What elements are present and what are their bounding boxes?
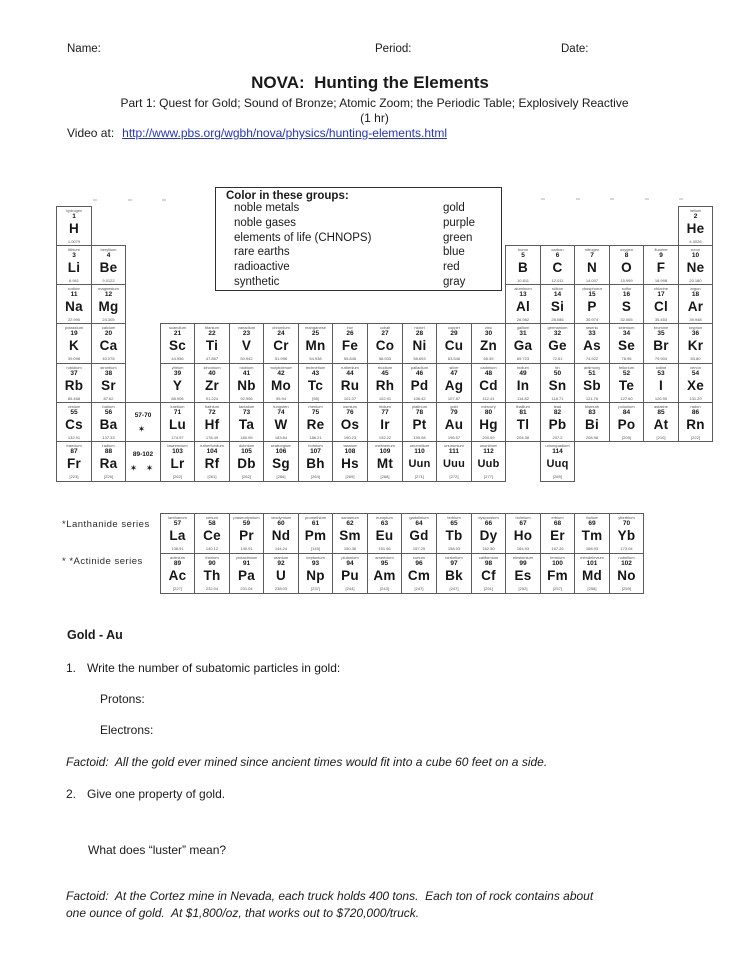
legend-item-color: blue — [443, 246, 465, 259]
element-Bk: berkelium 97 Bk [247] — [436, 553, 472, 594]
element-Pa: protactinium 91 Pa 231.04 — [229, 553, 264, 594]
element-Mg: magnesium 12 Mg 24.305 — [91, 284, 126, 324]
element-C: carbon 6 C 12.011 — [540, 245, 575, 285]
element-Br: bromine 35 Br 79.904 — [643, 323, 679, 364]
legend-item-color: red — [443, 261, 460, 274]
video-line — [67, 126, 447, 140]
electrons-label: Electrons: — [100, 723, 154, 737]
element-Am: americium 95 Am [243] — [367, 553, 402, 594]
question-2-sub-luster: What does “luster” mean? — [88, 843, 227, 857]
element-Rn: radon 86 Rn [222] — [678, 402, 713, 442]
legend-item-group: radioactive — [234, 261, 290, 274]
element-Tb: terbium 65 Tb 158.93 — [436, 513, 472, 554]
element-Yb: ytterbium 70 Yb 173.04 — [609, 513, 644, 554]
element-Be: beryllium 4 Be 9.0122 — [91, 245, 126, 285]
element-Hf: hafnium 72 Hf 178.49 — [194, 402, 230, 442]
element-Tl: thallium 81 Tl 204.38 — [505, 402, 541, 442]
element-Nd: neodymium 60 Nd 144.24 — [263, 513, 299, 554]
element-Tc: technetium 43 Tc [98] — [298, 363, 333, 403]
question-1-text: Write the number of subatomic particles in gold: — [87, 661, 341, 675]
element-Bi: bismuth 83 Bi 208.98 — [574, 402, 610, 442]
legend-item — [216, 246, 501, 261]
legend-title: Color in these groups: — [226, 190, 349, 202]
element-Eu: europium 63 Eu 151.96 — [367, 513, 402, 554]
element-Rb: rubidium 37 Rb 85.468 — [56, 363, 92, 403]
element-Sr: strontium 38 Sr 87.62 — [91, 363, 126, 403]
element-Mn: manganese 25 Mn 54.938 — [298, 323, 333, 364]
element-Na: sodium 11 Na 22.990 — [56, 284, 92, 324]
question-1-number: 1. — [66, 661, 77, 675]
element-Sg: seaborgium 106 Sg [266] — [263, 441, 299, 482]
element-Re: rhenium 75 Re 186.21 — [298, 402, 333, 442]
element-Ce: cerium 58 Ce 140.12 — [194, 513, 230, 554]
element-Ne: neon 10 Ne 20.180 — [678, 245, 713, 285]
element-Ra: radium 88 Ra [226] — [91, 441, 126, 482]
element-V: vanadium 23 V 50.942 — [229, 323, 264, 364]
element-K: potassium 19 K 39.098 — [56, 323, 92, 364]
legend-item-group: synthetic — [234, 276, 280, 288]
legend-item-group: noble metals — [234, 202, 300, 214]
element-Tm: thulium 69 Tm 168.93 — [574, 513, 610, 554]
question-2-text: Give one property of gold. — [87, 787, 226, 801]
lanthanide-series-label: *Lanthanide series — [62, 519, 150, 530]
element-Pm: promethium 61 Pm [145] — [298, 513, 333, 554]
legend-item — [216, 217, 501, 232]
duration-note: (1 hr) — [360, 111, 389, 125]
legend-item-group: elements of life (CHNOPS) — [234, 231, 372, 244]
video-url-link[interactable]: http://www.pbs.org/wgbh/nova/physics/hunting-elements.html — [122, 126, 447, 140]
actinide-series-label: * *Actinide series — [62, 556, 143, 567]
element-Pb: lead 82 Pb 207.2 — [540, 402, 575, 442]
factoid-cortez-line1: Factoid: At the Cortez mine in Nevada, each truck holds 400 tons. Each ton of rock contains about — [66, 889, 594, 903]
element-Ni: nickel 28 Ni 58.693 — [402, 323, 437, 364]
element-La: lanthanum 57 La 138.91 — [160, 513, 195, 554]
element-Ir: iridium 77 Ir 192.22 — [367, 402, 403, 442]
element-Er: erbium 68 Er 167.26 — [540, 513, 575, 554]
element-Ag: silver 47 Ag 107.87 — [436, 363, 472, 403]
element-Rh: rhodium 45 Rh 102.91 — [367, 363, 403, 403]
element-P: phosphorus 15 P 30.974 — [574, 284, 610, 324]
element-Co: cobalt 27 Co 58.933 — [367, 323, 403, 364]
series-placeholder-89-102: 89-102 ✶ ✶ — [125, 441, 161, 482]
element-Sn: tin 50 Sn 118.71 — [540, 363, 575, 403]
element-Sm: samarium 62 Sm 150.36 — [332, 513, 368, 554]
element-Uuu: unununium 111 Uuu [272] — [436, 441, 472, 482]
legend-item-color: gray — [443, 276, 466, 288]
element-Xe: xenon 54 Xe 131.29 — [678, 363, 713, 403]
element-Md: mendelevium 101 Md [258] — [574, 553, 610, 594]
color-legend-box — [215, 187, 502, 291]
element-Es: einsteinium 99 Es [252] — [505, 553, 541, 594]
element-Al: aluminum 13 Al 26.982 — [505, 284, 541, 324]
element-Zr: zirconium 40 Zr 91.224 — [194, 363, 230, 403]
element-Si: silicon 14 Si 28.086 — [540, 284, 575, 324]
legend-item-color: gold — [443, 202, 465, 214]
legend-item — [216, 276, 501, 291]
element-Sb: antimony 51 Sb 121.76 — [574, 363, 610, 403]
series-placeholder-57-70: 57-70 ✶ — [125, 402, 161, 442]
element-As: arsenic 33 As 74.922 — [574, 323, 610, 364]
element-In: indium 49 In 114.82 — [505, 363, 541, 403]
element-Uun: ununnilium 110 Uun [271] — [402, 441, 437, 482]
factoid-cortez-line2: one ounce of gold. At $1,800/oz, that works out to $720,000/truck. — [66, 906, 420, 920]
element-Ar: argon 18 Ar 39.948 — [678, 284, 713, 324]
element-Db: dubnium 105 Db [262] — [229, 441, 264, 482]
element-Pt: platinum 78 Pt 195.08 — [402, 402, 437, 442]
element-U: uranium 92 U 238.03 — [263, 553, 299, 594]
element-Nb: niobium 41 Nb 92.906 — [229, 363, 264, 403]
period-field-label: Period: — [375, 43, 412, 55]
element-Li: lithium 3 Li 6.941 — [56, 245, 92, 285]
element-Bh: bohrium 107 Bh [264] — [298, 441, 333, 482]
element-Se: selenium 34 Se 78.96 — [609, 323, 644, 364]
question-2 — [66, 787, 225, 801]
element-He: helium 2 He 4.0026 — [678, 206, 713, 246]
legend-item-group: noble gases — [234, 216, 297, 229]
element-At: astatine 85 At [210] — [643, 402, 679, 442]
element-Np: neptunium 93 Np [237] — [298, 553, 333, 594]
element-Fr: francium 87 Fr [223] — [56, 441, 92, 482]
element-Ru: ruthenium 44 Ru 101.07 — [332, 363, 368, 403]
element-Po: polonium 84 Po [209] — [609, 402, 644, 442]
page-subtitle: Part 1: Quest for Gold; Sound of Bronze; Atomic Zoom; the Periodic Table; Explosively Reactive — [120, 96, 629, 110]
legend-item-group: rare earths — [234, 246, 290, 259]
legend-item-color: green — [443, 231, 473, 244]
video-at-label: Video at: — [67, 126, 115, 140]
question-2-number: 2. — [66, 787, 77, 801]
element-Cu: copper 29 Cu 63.546 — [436, 323, 472, 364]
element-Fe: iron 26 Fe 55.845 — [332, 323, 368, 364]
date-field-label: Date: — [561, 43, 589, 55]
element-Cs: cesium 55 Cs 132.91 — [56, 402, 92, 442]
element-Hs: hassium 108 Hs [269] — [332, 441, 368, 482]
element-Pr: praseodymium 59 Pr 140.91 — [229, 513, 264, 554]
element-Uuq: ununquadium 114 Uuq [289] — [540, 441, 575, 482]
element-Cm: curium 96 Cm [247] — [401, 553, 437, 594]
element-Dy: dysprosium 66 Dy 162.50 — [471, 513, 506, 554]
element-Ba: barium 56 Ba 137.33 — [91, 402, 126, 442]
question-1 — [66, 661, 340, 675]
element-Te: tellurium 52 Te 127.60 — [609, 363, 644, 403]
page-title: NOVA: Hunting the Elements — [251, 73, 489, 92]
element-Ho: holmium 67 Ho 164.93 — [505, 513, 541, 554]
element-No: nobelium 102 No [259] — [609, 553, 644, 594]
element-H: hydrogen 1 H 1.0079 — [56, 206, 92, 246]
element-Rf: rutherfordium 104 Rf [261] — [194, 441, 230, 482]
factoid-gold-cube: Factoid: All the gold ever mined since ancient times would fit into a cube 60 feet on a side. — [66, 755, 548, 769]
element-Hg: mercury 80 Hg 200.59 — [471, 402, 506, 442]
element-Th: thorium 90 Th 232.04 — [194, 553, 230, 594]
element-Y: yttrium 39 Y 88.906 — [160, 363, 195, 403]
element-Cf: californium 98 Cf [251] — [471, 553, 506, 594]
legend-item — [216, 202, 501, 217]
element-Ga: gallium 31 Ga 69.723 — [505, 323, 541, 364]
element-Ca: calcium 20 Ca 40.078 — [91, 323, 126, 364]
element-Ge: germanium 32 Ge 72.61 — [540, 323, 575, 364]
element-Uub: ununbium 112 Uub [277] — [471, 441, 506, 482]
legend-item-color: purple — [443, 216, 475, 229]
element-Ti: titanium 22 Ti 47.867 — [194, 323, 230, 364]
protons-label: Protons: — [100, 692, 145, 706]
element-Sc: scandium 21 Sc 44.956 — [160, 323, 195, 364]
legend-item — [216, 232, 501, 247]
element-Fm: fermium 100 Fm [257] — [540, 553, 575, 594]
legend-item — [216, 261, 501, 276]
element-Au: gold 79 Au 196.97 — [436, 402, 472, 442]
element-Lr: lawrencium 103 Lr [262] — [160, 441, 195, 482]
section-title-gold: Gold - Au — [67, 628, 123, 642]
element-I: iodine 53 I 126.90 — [643, 363, 679, 403]
element-W: tungsten 74 W 183.84 — [263, 402, 299, 442]
element-Cd: cadmium 48 Cd 112.41 — [471, 363, 506, 403]
element-Kr: krypton 36 Kr 83.80 — [678, 323, 713, 364]
element-Cl: chlorine 17 Cl 35.453 — [643, 284, 679, 324]
element-Gd: gadolinium 64 Gd 157.25 — [401, 513, 437, 554]
element-Ac: actinium 89 Ac [227] — [160, 553, 195, 594]
element-B: boron 5 B 10.811 — [505, 245, 541, 285]
element-Mt: meitnerium 109 Mt [268] — [367, 441, 403, 482]
element-S: sulfur 16 S 32.065 — [609, 284, 644, 324]
element-O: oxygen 8 O 15.999 — [609, 245, 644, 285]
element-Zn: zinc 30 Zn 65.39 — [471, 323, 506, 364]
name-field-label: Name: — [67, 43, 101, 55]
element-Lu: lutetium 71 Lu 174.97 — [160, 402, 195, 442]
element-Mo: molybdenum 42 Mo 95.94 — [263, 363, 299, 403]
element-Pd: palladium 46 Pd 106.42 — [402, 363, 437, 403]
element-F: fluorine 9 F 18.998 — [643, 245, 679, 285]
element-Cr: chromium 24 Cr 51.996 — [263, 323, 299, 364]
element-Ta: tantalum 73 Ta 180.95 — [229, 402, 264, 442]
element-N: nitrogen 7 N 14.007 — [574, 245, 610, 285]
element-Os: osmium 76 Os 190.23 — [332, 402, 368, 442]
element-Pu: plutonium 94 Pu [244] — [332, 553, 368, 594]
